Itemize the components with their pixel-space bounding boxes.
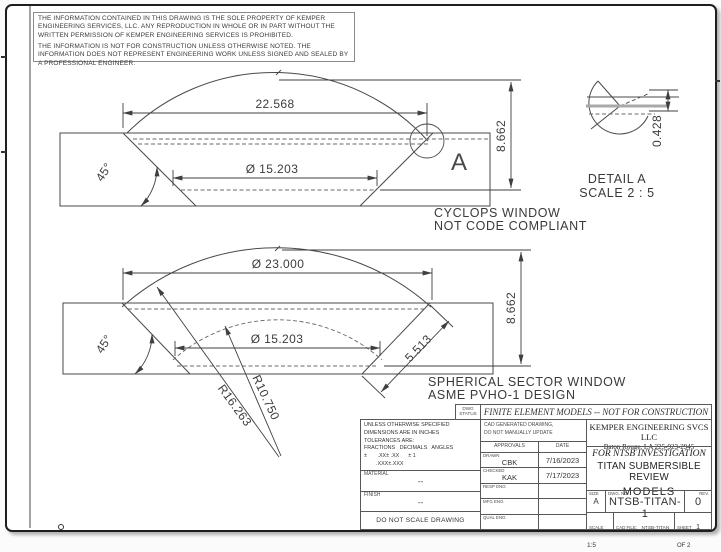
tolerance-note-cell (360, 419, 481, 471)
dwg-no-value: NTSB-TITAN-1 (608, 495, 682, 520)
detail-a-dimensions (649, 90, 678, 111)
approval-row-qual-name (480, 514, 539, 530)
company-name: KEMPER ENGINEERING SVCS LLC (589, 422, 709, 442)
material-value: -- (417, 477, 424, 487)
approval-row-name: CBK (501, 457, 518, 467)
spherical-caption-line2: ASME PVHO-1 DESIGN (428, 388, 576, 402)
dwg-status-value-cell (480, 404, 712, 420)
company-cell (586, 419, 712, 451)
approvals-header: APPROVALS (493, 443, 526, 450)
detail-a-marker-label: A (451, 149, 468, 176)
cyclops-caption-line2: NOT CODE COMPLIANT (434, 219, 587, 233)
approval-row-label: DRAWN (483, 453, 500, 458)
detail-title: DETAIL A (587, 172, 647, 186)
spherical-inner-dia-dim-label: Ø 15.203 (250, 332, 304, 346)
spherical-radius-inner-label: R10.750 (249, 372, 283, 423)
approval-row-label: CHECKED (483, 468, 505, 473)
spherical-radius-outer-label: R16.263 (214, 381, 255, 430)
cad-file-cell (613, 512, 675, 530)
approval-row-date: 7/17/2023 (545, 471, 580, 480)
approval-row-label: QUAL ENG (483, 515, 506, 520)
proprietary-note-para2: THE INFORMATION IS NOT FOR CONSTRUCTION UNLESS OTHERWISE NOTED. THE INFORMATION DOES NOT REPRESENT ENGINEERING WORK UNLESS SIGNED AND SEALED BY A PROFESSIONAL ENGINEER. (38, 42, 349, 67)
approval-row-checked-date (538, 467, 587, 484)
project-line1: FOR NTSB INVESTIGATION (592, 449, 706, 459)
approval-row-label: RESP ENG (483, 484, 506, 489)
cyclops-view-linework (60, 70, 490, 206)
tolerance-line4: FRACTIONS DECIMALS ANGLES (364, 445, 454, 452)
detail-a-linework (586, 81, 679, 134)
approval-row-label: MFG ENG (483, 499, 504, 504)
size-cell (586, 490, 606, 513)
rev-label: REV. (699, 491, 709, 496)
approval-row-date: 7/16/2023 (545, 455, 580, 465)
cyclops-height-dim-label: 8.662 (494, 119, 508, 153)
rev-value: 0 (694, 495, 702, 508)
proprietary-note (33, 12, 355, 67)
tolerance-line6: .XXX±.XXX (364, 461, 404, 468)
dwg-no-label: DWG. NO. (608, 491, 629, 496)
cyclops-angle-dim-label: 45° (92, 160, 116, 184)
size-value: A (593, 496, 599, 506)
finish-value: -- (417, 498, 424, 508)
material-cell (360, 470, 481, 492)
sheet-label: SHEET (677, 525, 692, 530)
approval-row-mfg-date (538, 498, 587, 515)
sheet-of: OF 2 (677, 543, 691, 549)
do-not-scale-cell (360, 511, 481, 530)
cad-file-value: NTSB-TITAN (641, 526, 670, 531)
cyclops-inner-dia-dim-label: Ø 15.203 (245, 162, 299, 176)
tolerance-line3: TOLERANCES ARE: (364, 437, 415, 444)
cad-note-line1: CAD GENERATED DRAWING, (484, 422, 554, 428)
proprietary-note-para1: THE INFORMATION CONTAINED IN THIS DRAWING IS THE SOLE PROPERTY OF KEMPER ENGINEERING SERVICES, LLC. ANY REPRODUCTION IN WHOLE OR IN PART WITHOUT THE WRITTEN PERMISSION OF KEMPER ENGINEERING SERVICES IS PROHIBITED. (38, 15, 335, 39)
project-line2: TITAN SUBMERSIBLE REVIEW (597, 461, 701, 483)
sheet-cell (674, 512, 712, 549)
finish-cell (360, 491, 481, 512)
sheet-value: 1 (696, 524, 700, 531)
cad-file-label: CAD FILE: (616, 525, 637, 530)
spherical-height-dim-label: 8.662 (504, 291, 518, 325)
dwg-status-label-cell (455, 404, 481, 420)
date-header: DATE (555, 443, 570, 450)
spherical-caption-line1: SPHERICAL SECTOR WINDOW (428, 375, 626, 389)
finish-label: FINISH (364, 492, 381, 498)
approval-row-checked-name (480, 467, 539, 484)
approval-row-name: KAK (501, 472, 517, 482)
approval-row-drawn-date (538, 452, 587, 468)
cyclops-chord-dim-label: 22.568 (255, 97, 295, 111)
cyclops-caption-line1: CYCLOPS WINDOW (434, 206, 561, 220)
dwg-status-label: DWG STATUS (459, 406, 477, 416)
scale-cell (586, 512, 614, 549)
rev-cell (684, 490, 712, 513)
dwg-no-cell (605, 490, 685, 520)
approval-row-mfg-name (480, 498, 539, 515)
size-label: SIZE (589, 491, 599, 496)
spherical-angle-dim-label: 45° (92, 332, 116, 356)
approval-row-resp-date (538, 483, 587, 499)
detail-step-dim-label: 0.428 (650, 114, 664, 148)
cyclops-dimensions (123, 80, 521, 206)
tolerance-line5: ± .XX± .XX ± 1 (364, 453, 416, 460)
approval-row-drawn-name (480, 452, 539, 468)
spherical-edge-dim-label: 5.513 (402, 331, 435, 365)
dwg-status-value: FINITE ELEMENT MODELS -- NOT FOR CONSTRUCTION (483, 407, 709, 417)
spherical-outer-dia-dim-label: Ø 23.000 (251, 257, 305, 271)
scale-label: SCALE (589, 525, 604, 530)
do-not-scale-text: DO NOT SCALE DRAWING (376, 517, 465, 524)
detail-scale: SCALE 2 : 5 (579, 186, 655, 200)
tolerance-line2: DIMENSIONS ARE IN INCHES (364, 429, 440, 436)
approval-row-qual-date (538, 514, 587, 530)
company-address: Baton Rouge, LA 225-923-2945 (603, 443, 695, 451)
tolerance-line1: UNLESS OTHERWISE SPECIFIED (364, 422, 450, 428)
material-label: MATERIAL (364, 471, 389, 477)
cad-note-cell (480, 419, 587, 442)
project-line3: MODELS (622, 486, 676, 498)
approval-row-resp-name (480, 483, 539, 499)
scale-value: 1:5 (587, 542, 597, 549)
cad-note-line2: DO NOT MANUALLY UPDATE (484, 429, 553, 436)
